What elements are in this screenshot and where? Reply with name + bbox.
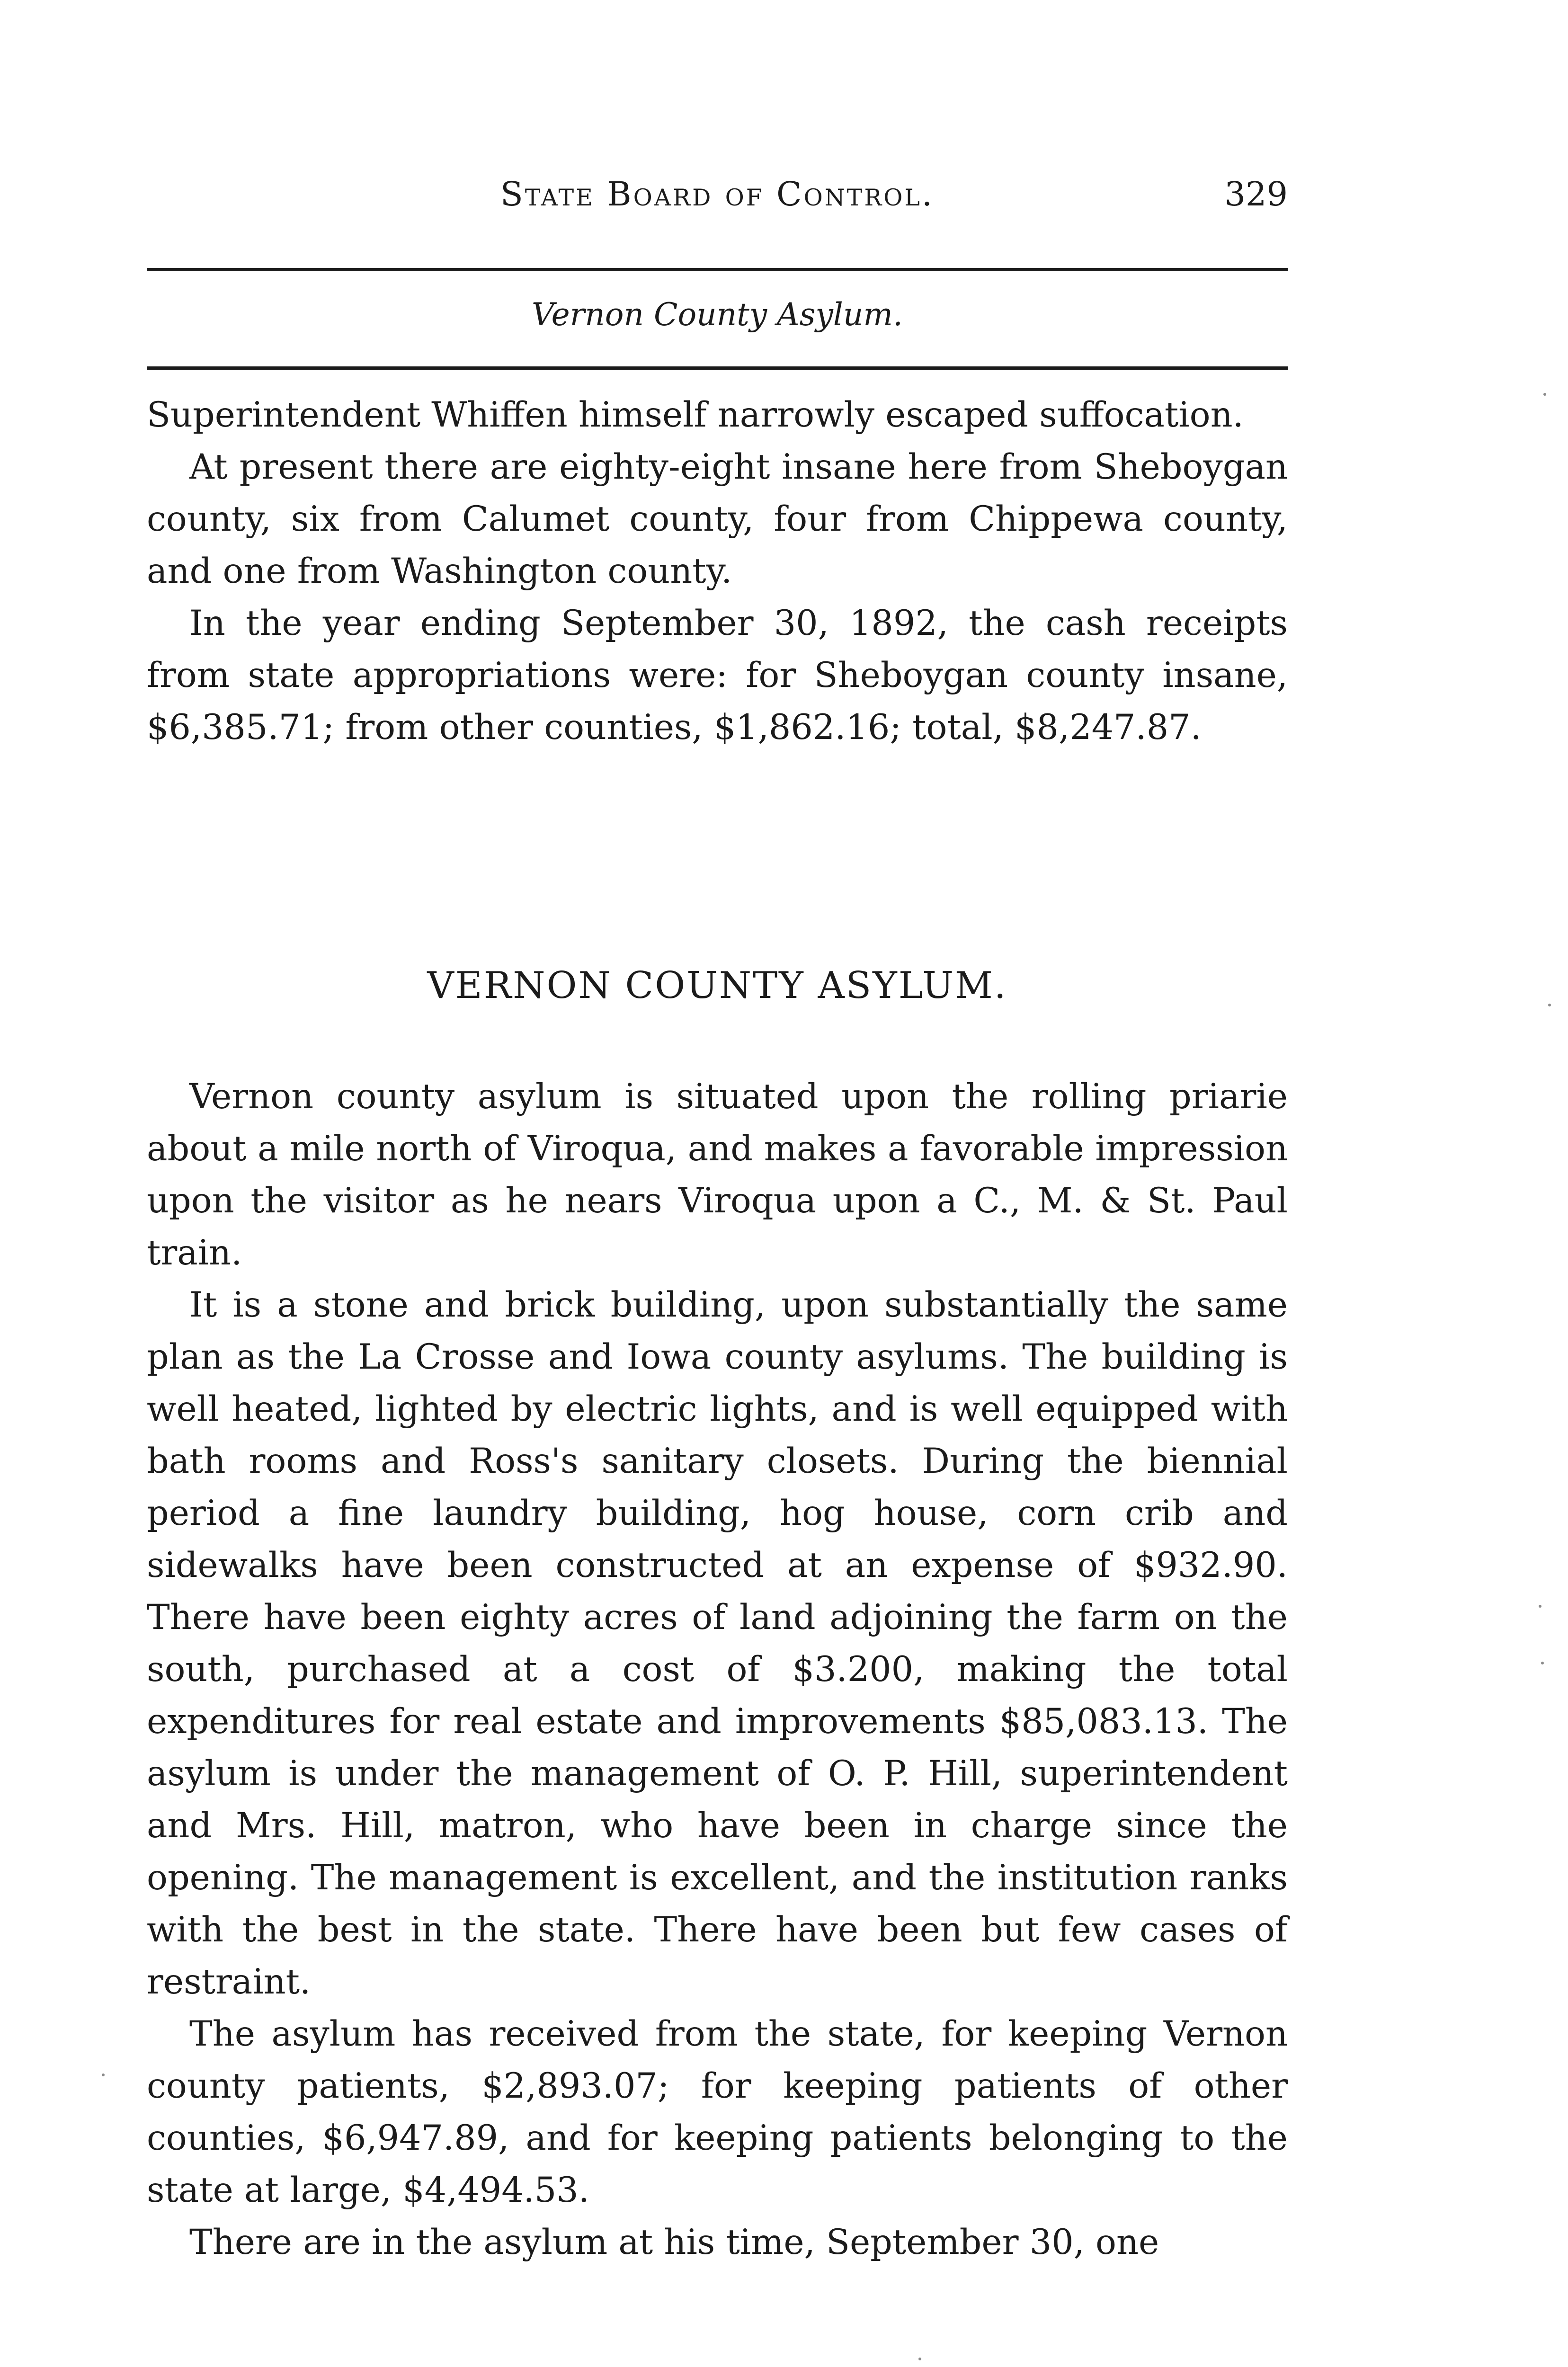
running-head [147,170,1288,218]
paragraph-state-payments: The asylum has received from the state, for keeping Vernon county patients, $2,893.07; for keeping patients of other counties, $6,947.89, and for keeping patients belonging to the state at large, $4,494.53. [147,2014,1288,2210]
scan-speck [918,2358,921,2360]
paragraph-population: There are in the asylum at his time, September 30, one [189,2222,1159,2262]
scan-speck [1541,1662,1544,1664]
continued-text [147,389,1288,754]
section-body [147,1071,1288,2269]
paragraph-cash-receipts: In the year ending September 30, 1892, the cash receipts from state appropriations were: for Sheboygan county insane, $6,385.71; from other counties, $1,862.16; total, $8,247.87. [147,603,1288,747]
paragraph-continuation: Superintendent Whiffen himself narrowly escaped suffocation. [147,395,1244,435]
page-number: 329 [1224,175,1288,214]
header-rule-top [147,268,1288,271]
scan-speck [1543,393,1546,396]
paragraph-location: Vernon county asylum is situated upon the rolling priarie about a mile north of Viroqua, and makes a favorable impression upon the visitor as he nears Viroqua upon a C., M. & St. Paul train. [147,1077,1288,1273]
scan-speck [1548,1004,1551,1006]
header-rule-bottom [147,366,1288,370]
scan-speck [1539,1605,1541,1608]
scan-speck [102,2073,105,2076]
running-title: State Board of Control. [500,175,935,214]
paragraph-building: It is a stone and brick building, upon substantially the same plan as the La Crosse and Iowa county asylums. The building is well heated, lighted by electric lights, and is well equipped with bath rooms and Ross's sanitary closets. During the biennial period a fine laundry building, hog house, corn crib and sidewalks have been constructed at an expense of $932.90. There have been eighty acres of land adjoining the farm on the south, purchased at a cost of $3.200, making the total expenditures for real estate and improvements $85,083.13. The asylum is under the management of O. P. Hill, superintendent and Mrs. Hill, matron, who have been in charge since the opening. The management is excellent, and the institution ranks with the best in the state. There have been but few cases of restraint. [147,1285,1288,2002]
paragraph-insane-count: At present there are eighty-eight insane here from Sheboygan county, six from Calumet county, four from Chippewa county, and one from Washington county. [147,447,1288,591]
section-subhead: Vernon County Asylum. [532,296,903,333]
section-heading: VERNON COUNTY ASYLUM. [427,964,1007,1007]
